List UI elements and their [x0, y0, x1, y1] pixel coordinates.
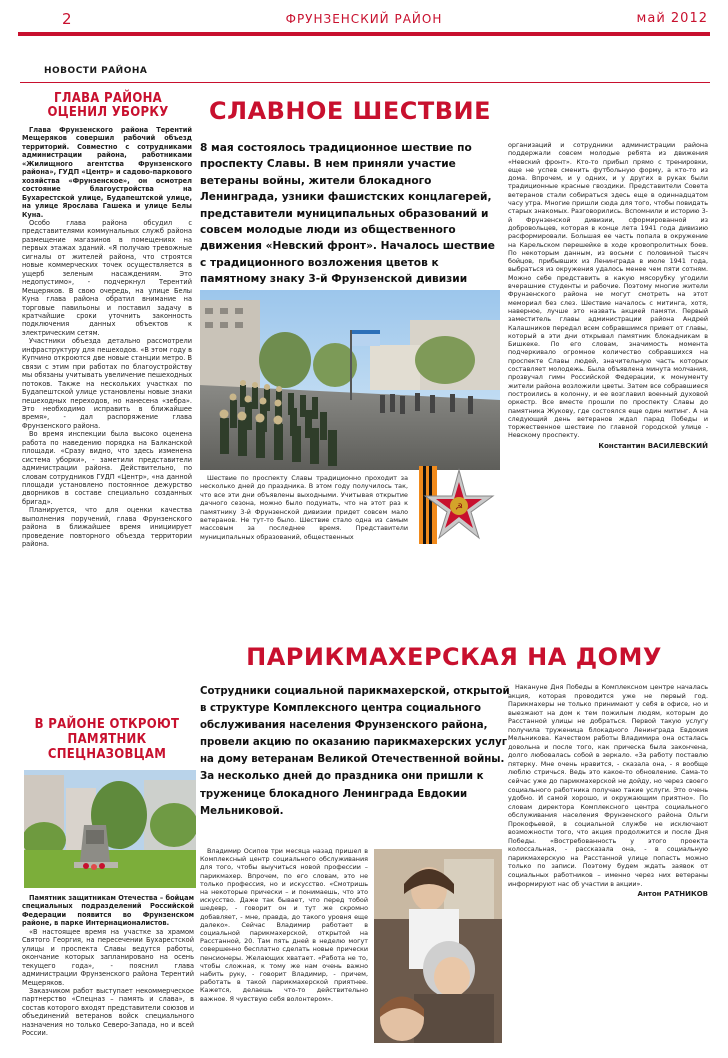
article-title-barber: ПАРИКМАХЕРСКАЯ НА ДОМУ [246, 643, 662, 671]
paragraph: Планируется, что для оценки качества выполнения поручений, глава Фрунзенского района в ближайшее время инициирует проведение повторного объезда территории района. [22, 506, 192, 549]
header-divider [18, 32, 710, 36]
section-label: НОВОСТИ РАЙОНА [44, 66, 148, 76]
author-signature: Константин ВАСИЛЕВСКИЙ [598, 441, 708, 450]
article-head-inspection [22, 92, 194, 120]
article-head-monument [22, 717, 192, 762]
article-body-parade [508, 141, 708, 571]
article-title-line1: В РАЙОНЕ ОТКРОЮТ [34, 717, 180, 732]
paragraph: Во время инспекции была высоко оценена работа по наведению порядка на Балканской площади. «Сразу видно, что здесь изменена система уборки», - заметили представители администрации района. Действительно, по словам сотрудников ГУДП «Центр», «на данной площади установлено постоянное дежурство дворников в составе специально созданных бригад». [22, 430, 192, 506]
author-signature: Антон РАТНИКОВ [637, 890, 708, 899]
article-body-monument [22, 894, 194, 1046]
paragraph: Накануне Дня Победы в Комплексном центре началась акция, которая проводится уже не первый год. Парикмахеры не только принимают у себя в офисе, но и выезжают на дом к тем пожилым людям, которым до Расстанной улицы не добраться. Первой такую услугу получила труженица блокадного Ленинграда Евдокия Мельникова. Качеством работы Владимира она осталась довольна и после того, как прическа была закончена, долго любовалась собой в зеркало. «За работу поставлю пятерку. Мне очень нравится, - сказала она, - я вообще люблю стричься. Ведь это какое-то обновление. Сама-то сейчас уже до парикмахерской не дойду, но через своего социального работника получаю такие услуги. Это очень удобно. И самой хорошо, и окружающим приятно». По словам директора Комплексного центра социального обслуживания населения Фрунзенского района Ольги Прокофьевой, в социальной службе не исключают возможности того, что акция продолжится и после Дня Победы. «Востребованность у этого проекта колоссальная, - рассказала она, - в социальную парикмахерскую на Расстанной улице попасть можно только по записи. Поэтому будем ждать заявок от социальных работников – именно через них ветераны информируют нас об участии в акции». [508, 683, 708, 888]
article-title-line2: ОЦЕНИЛ УБОРКУ [47, 105, 169, 120]
parade-photo-caption: Шествие по проспекту Славы традиционно проходит за несколько дней до праздника. В этом году получилось так, что все эти дни объявлены выходными. Учитывая открытие дачного сезона, можно было подумать, что на этот раз к памятнику 3-й Фрунзенской дивизии придет совсем мало ветеранов. Не тут-то было. Шествие стало одна из самым массовым за последнее время. Представители муниципальных образований, общественных [200, 474, 408, 541]
issue-date: май 2012 [636, 11, 708, 26]
region-title: ФРУНЗЕНСКИЙ РАЙОН [285, 12, 443, 26]
paragraph [22, 126, 192, 219]
paragraph [22, 894, 194, 928]
article-lead-parade: 8 мая состоялось традиционное шествие по проспекту Славы. В нем приняли участие ветераны войны, жители блокадного Ленинграда, узники фашистских концлагерей, представители муниципальных образований и совсем молодые люди из общественного движения «Невский фронт». Началось шествие с традиционного возложения цветов к памятному знаку 3-й Фрунзенской дивизии [200, 142, 495, 286]
article-body-barber-right [508, 683, 708, 1043]
article-lead-barber: Сотрудники социальной парикмахерской, открытой в структуре Комплексного центра социального обслуживания населения Фрунзенского района, провели акцию по оказанию парикмахерских услуг на дому ветеранам Великой Отечественной войны. За несколько дней до праздника они пришли к труженице блокадного Ленинграда Евдокии Мельниковой. [200, 686, 510, 817]
paragraph: организаций и сотрудники администрации района поддержали совсем молодые ребята из движения «Невский фронт». Кто-то прибыл прямо с тренировки, еще не успев сменить футбольную форму, а кто-то из дома. Впрочем, и у одних, и у других в руках были традиционные красные гвоздики. Представители Совета ветеранов стали собираться здесь еще в одиннадцатом часу утра. Многие пришли сюда для того, чтобы повидать старых знакомых. Разговорились. Вспомнили и историю 3-й Фрунзенской дивизии, сформированной из добровольцев, которая в конце лета 1941 года дивизию расформировали. Большая ее часть попала в окружение на Карельском перешейке в ходе кровопролитных боев. По некоторым данным, из восьми с половиной тысяч бойцов, прибывших из Ленинграда в июле 1941 года, выбраться из окружения удалось менее чем пяти сотням. Можно себе представить в какую мясорубку угодили вчерашние студенты и рабочие. Поэтому многие жители Фрунзенского района не могут смотреть на этот мемориал без слез. Шествие началось с митинга, хотя, наверное, лучше это назвать акцией памяти. Первый заместитель главы администрации района Андрей Калашников передал всем собравшимся привет от главы, который в эти дни открывал памятник блокадникам в Бишкеке. По его словам, значимость момента подчеркивало огромное количество собравшихся на проспекте Славы людей, значительную часть которых составляет молодежь. Была объявлена минута молчания, прозвучал гимн Российской Федерации, к монументу жители района возложили цветы. Затем все собравшиеся построились в колонну, и ее возглавил военный духовой оркестр. Все вместе прошли по проспекту Славы до памятника Жукову, где состоялся еще один митинг. А на следующий день ветеранов ждал парад Победы и торжественное шествие по главной городской улице - Невскому проспекту. [508, 141, 708, 440]
lead-paragraph: Памятник защитникам Отечества – бойцам специальных подразделений Российской Федерации появится во Фрунзенском районе, в парке Интернационалистов. [22, 894, 194, 928]
barber-photo-image [374, 849, 502, 1043]
order-of-victory-graphic [407, 466, 503, 544]
section-divider [20, 82, 710, 83]
paragraph: Участники объезда детально рассмотрели инфраструктуру для пешеходов. «В этом году в Купчино откроются две новые станции метро. В связи с этим при работах по благоустройству мы обязаны учитывать увеличение пешеходных потоков. Также на нескольких участках по Будапештской улице установлены новые знаки пешеходных переходов, но нанесена «зебра». Это необходимо исправить в ближайшее время», - дал распоряжение глава Фрунзенского района. [22, 337, 192, 430]
barber-photo [374, 849, 502, 1043]
page-number: 2 [62, 10, 72, 28]
article-title-line3: СПЕЦНАЗОВЦАМ [47, 747, 167, 762]
monument-site-photo [24, 770, 196, 888]
parade-photo [200, 290, 500, 470]
article-body-barber-mid [200, 847, 368, 1047]
article-title-line1: ГЛАВА РАЙОНА [53, 91, 163, 106]
monument-site-image [24, 770, 196, 888]
parade-photo-image [200, 290, 500, 470]
svg-text:☭: ☭ [454, 502, 464, 513]
article-body-inspection [22, 126, 192, 694]
page-header [0, 0, 728, 58]
paragraph: Заказчиком работ выступает некоммерческое партнерство «Спецназ – память и слава», в состав которого входят представители союзов и объединений ветеранов войск специального назначения но только Северо-Запада, но и всей России. [22, 986, 194, 1038]
star-icon [407, 466, 503, 544]
article-title-line2: ПАМЯТНИК [67, 732, 147, 747]
article-title-parade: СЛАВНОЕ ШЕСТВИЕ [209, 97, 491, 125]
paragraph: Владимир Осипов три месяца назад пришел в Комплексный центр социального обслуживания для того, чтобы выучиться новой профессии – парикмахер. Впрочем, по его словам, это не только профессия, но и искусство. «Смотришь на некоторые прически – и понимаешь, что это искусство. Даже так бывает, что перед тобой шедевр, - говорит он и тут же скромно добавляет, - мне, правда, до такого уровня еще далеко». Сейчас Владимир работает в социальной парикмахерской, открытой на Расстанной, 20. Там пять дней в неделю могут совершенно бесплатно сделать новые прически пенсионеры. Желающих хватает. «Работа не то, чтобы сложная, к тому же нам очень важно набить руку, - говорит Владимир, - причем, работать в такой парикмахерской приятнее. Кажется, делаешь что-то действительно важное. Я чувствую себя волонтером». [200, 847, 368, 1003]
paragraph: «В настоящее время на участке за храмом Святого Георгия, на пересечении Бухарестской улицы и проспекта Славы ведутся работы, окончание которых запланировано на осень текущего года», - пояснил глава администрации Фрунзенского района Терентий Мещеряков. [22, 927, 194, 987]
paragraph: Особо глава района обсудил с представителями коммунальных служб района размещение магазинов в помещениях на первых этажах зданий. «Я получаю тревожные сигналы от жителей района, что строятся новые коммерческих точек осуществляется в ущерб зеленым насаждениям. Это недопустимо», - подчеркнул Терентий Мещеряков. В свою очередь, на улице Белы Куна глава района обратил внимание на торговые павильоны и поставил задачу в кратчайшие сроки уточнить законность подключения данных объектов к электрическим сетям. [22, 218, 192, 337]
lead-paragraph: Глава Фрунзенского района Терентий Мещеряков совершил рабочий объезд территорий. Совместно с сотрудниками администрации района, работниками «Жилищного агентства Фрунзенского района», ГУДП «Центр» и садово-паркового хозяйства «Фрунзенское», он осмотрел состояние благоустройства на Бухарестской улице, Будапештской улице, на улице Ярослава Гашека и улице Белы Куна. [22, 126, 192, 219]
